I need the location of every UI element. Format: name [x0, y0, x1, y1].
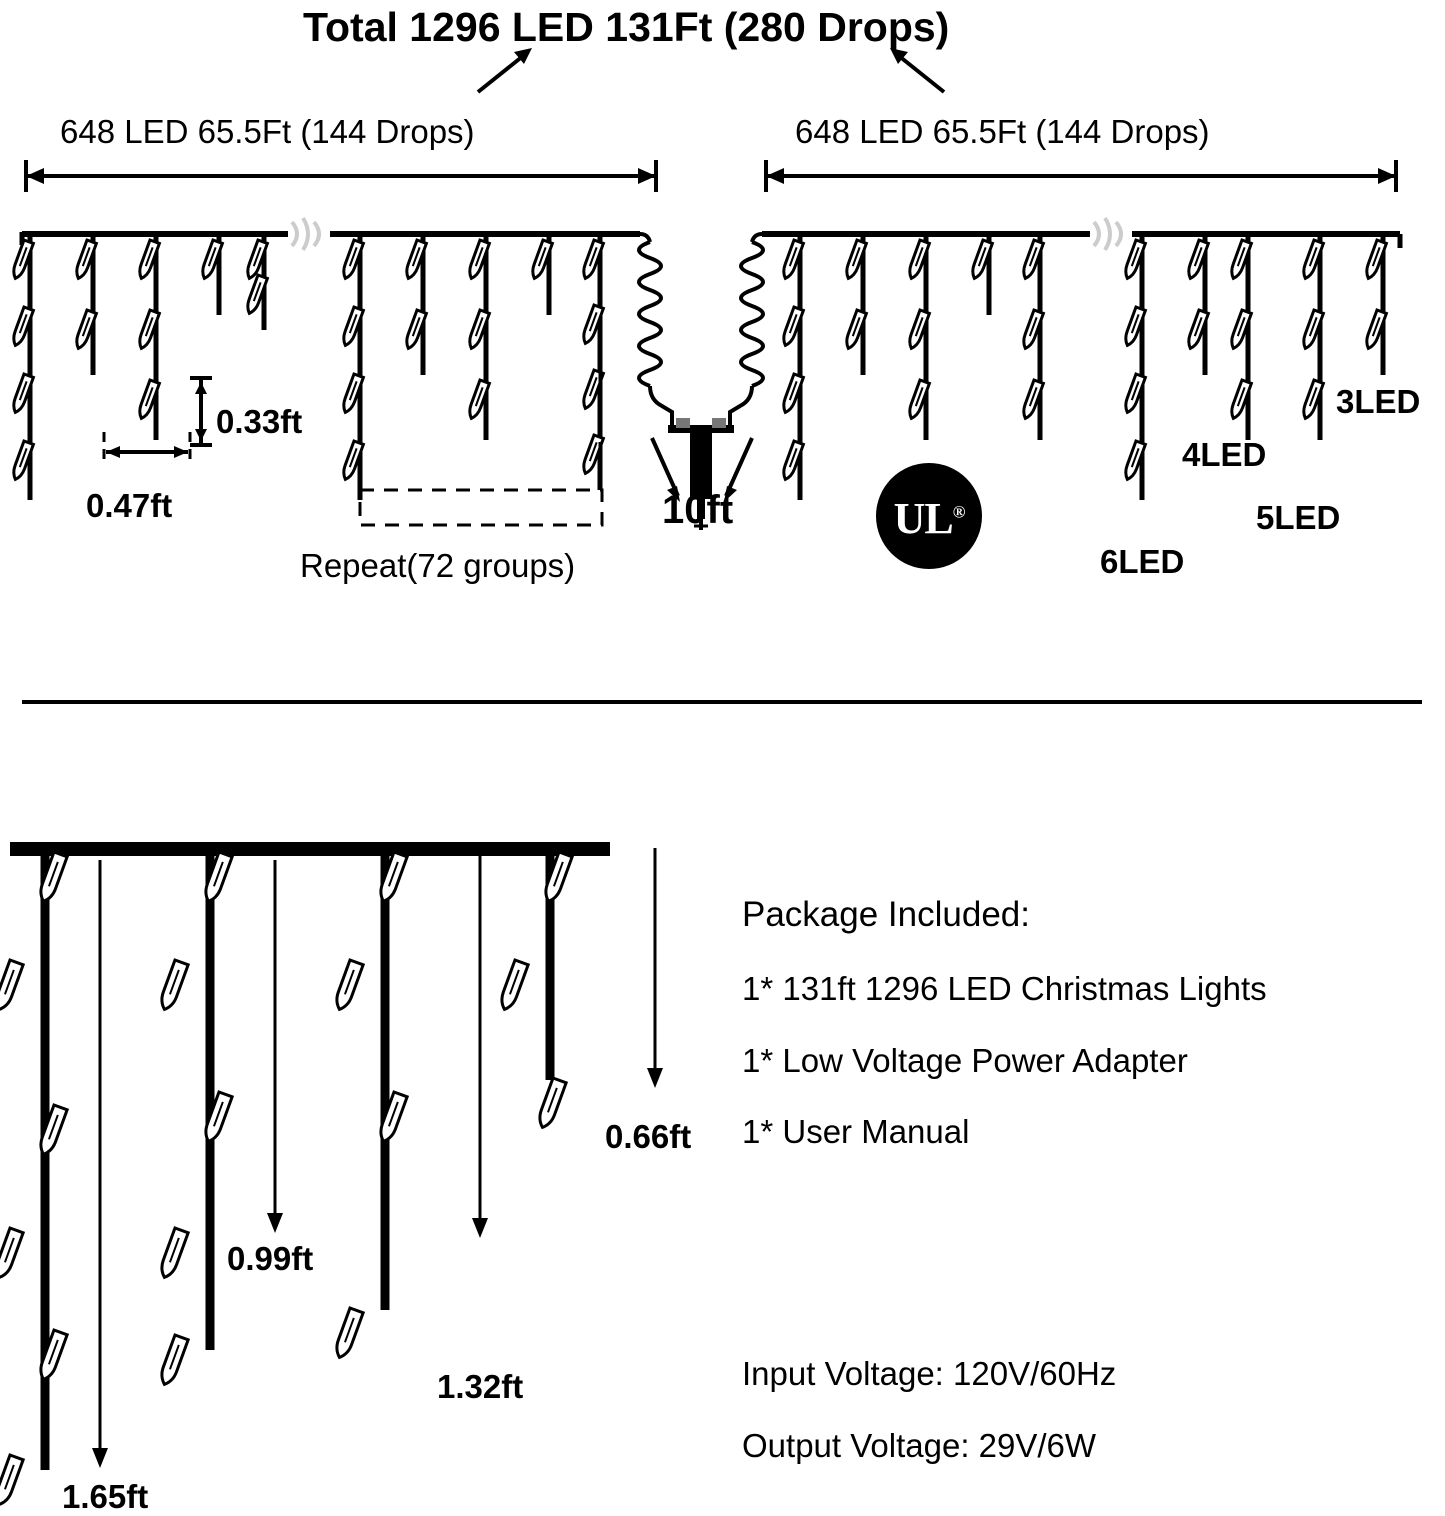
drop-length-165-label: 1.65ft: [62, 1478, 149, 1515]
drop-length-detail-diagram: [0, 830, 740, 1490]
input-voltage-label: Input Voltage: 120V/60Hz: [742, 1355, 1117, 1392]
repeat-group-label: Repeat(72 groups): [300, 547, 576, 584]
led-count-5-label: 5LED: [1256, 499, 1341, 536]
lead-wire-length-label: 10ft: [662, 488, 734, 532]
section-divider: [22, 700, 1422, 704]
left-span-arrow: [18, 150, 668, 196]
right-segment-label: 648 LED 65.5Ft (144 Drops): [795, 113, 1210, 150]
led-count-4-label: 4LED: [1182, 436, 1267, 473]
led-count-6-label: 6LED: [1100, 543, 1185, 580]
ul-badge-registered-mark: ®: [952, 501, 965, 521]
drop-length-132-label: 1.32ft: [437, 1368, 524, 1405]
package-item-1: 1* Low Voltage Power Adapter: [742, 1042, 1188, 1079]
package-included-heading: Package Included:: [742, 895, 1030, 934]
ul-certification-badge: [876, 463, 982, 569]
ul-badge-text: UL: [893, 493, 953, 543]
page-title: Total 1296 LED 131Ft (280 Drops): [303, 4, 950, 50]
package-item-2: 1* User Manual: [742, 1113, 970, 1150]
right-span-arrow: [758, 150, 1408, 196]
title-arrow-right-icon: [880, 46, 960, 96]
horizontal-spacing-label: 0.47ft: [86, 487, 173, 524]
package-item-0: 1* 131ft 1296 LED Christmas Lights: [742, 970, 1267, 1007]
output-voltage-label: Output Voltage: 29V/6W: [742, 1427, 1097, 1464]
vertical-spacing-label: 0.33ft: [216, 403, 303, 440]
drop-length-099-label: 0.99ft: [227, 1240, 314, 1277]
led-count-3-label: 3LED: [1336, 383, 1421, 420]
left-segment-label: 648 LED 65.5Ft (144 Drops): [60, 113, 475, 150]
title-arrow-left-icon: [470, 46, 550, 96]
drop-length-066-label: 0.66ft: [605, 1118, 692, 1155]
